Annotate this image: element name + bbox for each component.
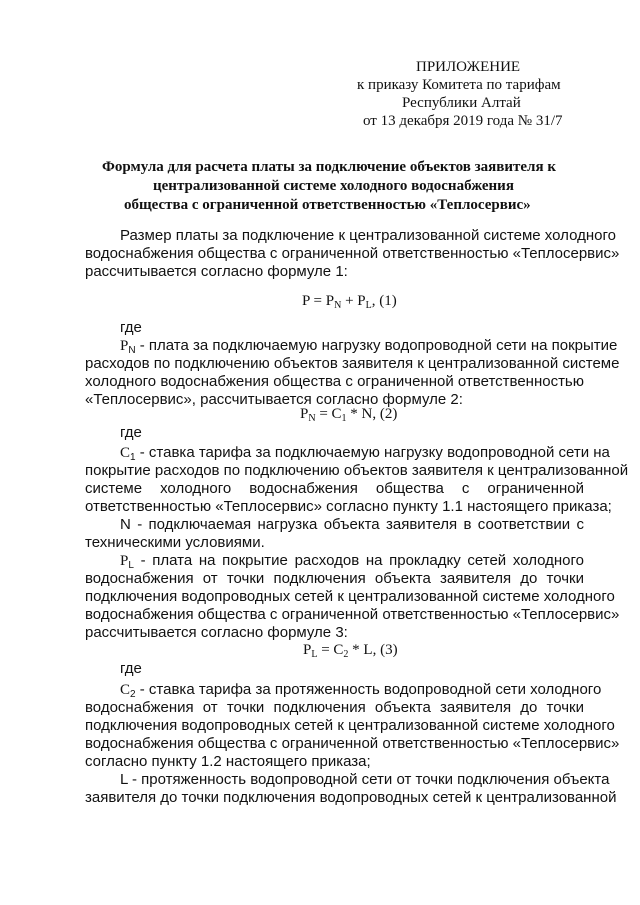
pn-line-2: расходов по подключению объектов заявителя к централизованной системе (85, 355, 620, 372)
pl-line-2: водоснабжения от точки подключения объекта заявителя до точки (85, 570, 584, 587)
c1-line-1: $C_1$ - ставка тарифа за подключаемую нагрузку водопроводной сети на (120, 444, 610, 463)
title-line-2: централизованной системе холодного водоснабжения (153, 178, 514, 194)
title-line-3: общества с ограниченной ответственностью «Теплосервис» (124, 197, 531, 213)
pn-line-3: холодного водоснабжения общества с ограниченной ответственностью (85, 373, 584, 390)
appendix-heading: ПРИЛОЖЕНИЕ (416, 59, 521, 75)
pl-line-3: подключения водопроводных сетей к централизованной системе холодного (85, 588, 615, 605)
n-line-1: N - подключаемая нагрузка объекта заявителя в соответствии с (120, 516, 584, 533)
formula-1: $P = P_N + P_L$, (1) (302, 293, 397, 311)
where-label-2: где (120, 424, 142, 441)
pl-line-1: $P_L$ - плата на покрытие расходов на прокладку сетей холодного (120, 552, 584, 571)
intro-line-3: рассчитывается согласно формуле 1: (85, 263, 348, 280)
formula-2: $P_N = C_1 * N$, (2) (300, 406, 398, 424)
c2-line-1: $C_2$ - ставка тарифа за протяженность водопроводной сети холодного (120, 681, 602, 700)
order-reference: к приказу Комитета по тарифам (357, 77, 561, 93)
n-line-2: техническими условиями. (85, 534, 265, 551)
formula-3: $P_L = C_2 * L$, (3) (303, 642, 398, 660)
c2-line-4: водоснабжения общества с ограниченной ответственностью «Теплосервис» (85, 735, 620, 752)
pl-line-4: водоснабжения общества с ограниченной ответственностью «Теплосервис» (85, 606, 620, 623)
c1-line-3: системе холодного водоснабжения общества с ограниченной (85, 480, 584, 497)
c2-line-2: водоснабжения от точки подключения объекта заявителя до точки (85, 699, 584, 716)
l-line-1: L - протяженность водопроводной сети от точки подключения объекта (120, 771, 610, 788)
c2-line-5: согласно пункту 1.2 настоящего приказа; (85, 753, 371, 770)
c1-line-4: ответственностью «Теплосервис» согласно пункту 1.1 настоящего приказа; (85, 498, 612, 515)
c1-line-2: покрытие расходов по подключению объектов заявителя к централизованной (85, 462, 629, 479)
intro-line-1: Размер платы за подключение к централизованной системе холодного (120, 227, 616, 244)
pl-line-5: рассчитывается согласно формуле 3: (85, 624, 348, 641)
republic-name: Республики Алтай (402, 95, 521, 111)
pn-line-1: $P_N$ - плата за подключаемую нагрузку водопроводной сети на покрытие (120, 337, 618, 356)
order-date: от 13 декабря 2019 года № 31/7 (363, 113, 563, 129)
where-label-1: где (120, 319, 142, 336)
title-line-1: Формула для расчета платы за подключение объектов заявителя к (102, 159, 556, 175)
pn-line-4: «Теплосервис», рассчитывается согласно формуле 2: (85, 391, 463, 408)
c2-line-3: подключения водопроводных сетей к централизованной системе холодного (85, 717, 615, 734)
intro-line-2: водоснабжения общества с ограниченной ответственностью «Теплосервис» (85, 245, 620, 262)
where-label-3: где (120, 660, 142, 677)
l-line-2: заявителя до точки подключения водопроводных сетей к централизованной (85, 789, 617, 806)
